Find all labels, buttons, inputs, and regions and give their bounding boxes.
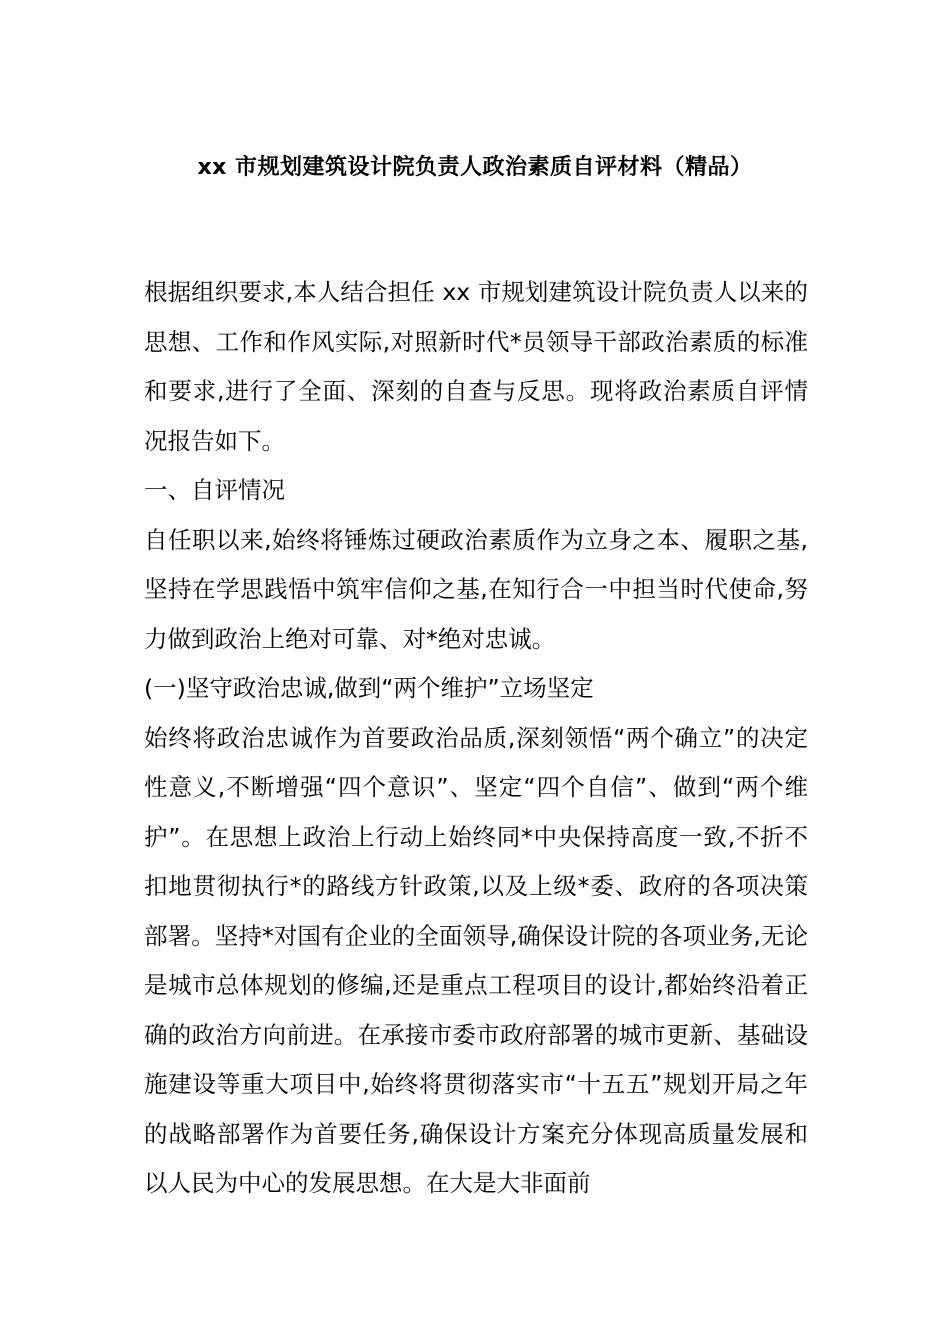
section-heading: 一、自评情况 bbox=[144, 476, 285, 504]
document-title: xx 市规划建筑设计院负责人政治素质自评材料（精品） bbox=[197, 155, 753, 180]
intro-paragraph: 根据组织要求,本人结合担任 xx 市规划建筑设计院负责人以来的思想、工作和作风实际,对照新时代*员领导干部政治素质的标准和要求,进行了全面、深刻的自查与反思。现将政治素质自评情况报告如下。 bbox=[144, 278, 808, 455]
subsection-heading: (一)坚守政治忠诚,做到“两个维护”立场坚定 bbox=[144, 674, 594, 702]
section-paragraph: 自任职以来,始终将锤炼过硬政治素质作为立身之本、履职之基,坚持在学思践悟中筑牢信仰之基,在知行合一中担当时代使命,努力做到政治上绝对可靠、对*绝对忠诚。 bbox=[144, 525, 808, 653]
subsection-paragraph: 始终将政治忠诚作为首要政治品质,深刻领悟“两个确立”的决定性意义,不断增强“四个意识”、坚定“四个自信”、做到“两个维护”。在思想上政治上行动上始终同*中央保持高度一致,不折不扣地贯彻执行*的路线方针政策,以及上级*委、政府的各项决策部署。坚持*对国有企业的全面领导,确保设计院的各项业务,无论是城市总体规划的修编,还是重点工程项目的设计,都始终沿着正确的政治方向前进。在承接市委市政府部署的城市更新、基础设施建设等重大项目中,始终将贯彻落实市“十五五”规划开局之年的战略部署作为首要任务,确保设计方案充分体现高质量发展和以人民为中心的发展思想。在大是大非面前 bbox=[144, 723, 808, 1197]
document-body bbox=[144, 268, 808, 1209]
